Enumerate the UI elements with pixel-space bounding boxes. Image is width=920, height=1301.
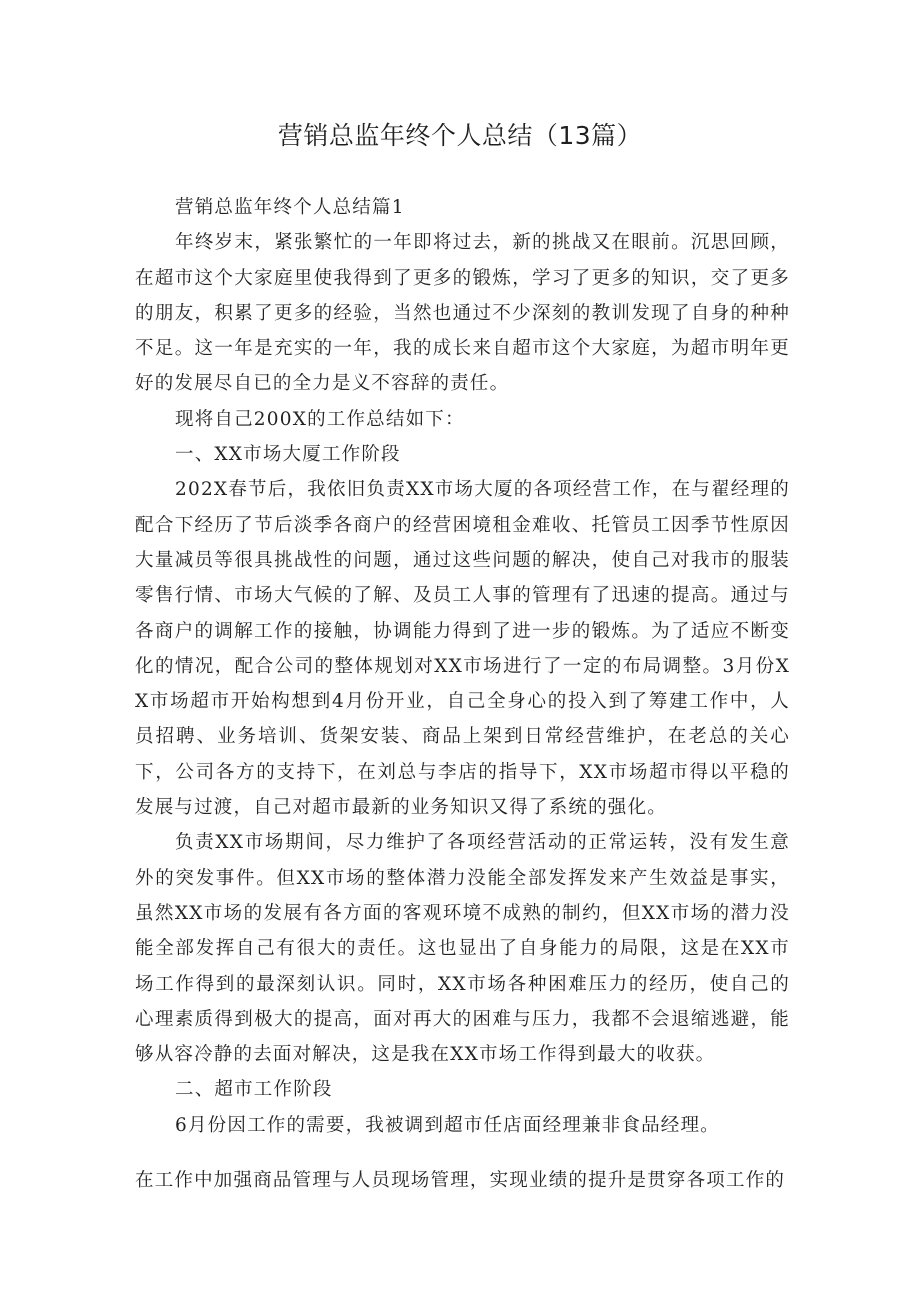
heading-market-building-stage: 一、XX市场大厦工作阶段 xyxy=(175,444,401,466)
paragraph-market-reflection: 负责XX市场期间，尽力维护了各项经营活动的正常运转，没有发生意外的突发事件。但XX市场的整体潜力没能全部发挥发来产生效益是事实，虽然XX市场的发展有各方面的客观环境不成熟的制约，但XX市场的潜力没能全部发挥自己有很大的责任。这也显出了自身能力的局限，这是在XX市场工作得到的最深刻认识。同时，XX市场各种困难压力的经历，使自己的心理素质得到极大的提高，面对再大的困难与压力，我都不会退缩逃避，能够从容冷静的去面对解决，这是我在XX市场工作得到最大的收获。 xyxy=(135,832,790,1066)
paragraph-transfer: 6月份因工作的需要，我被调到超市任店面经理兼非食品经理。 xyxy=(175,1114,720,1136)
paragraph-supermarket-work: 在工作中加强商品管理与人员现场管理，实现业绩的提升是贯穿各项工作的 xyxy=(135,1170,786,1192)
document-title: 营销总监年终个人总结（13篇） xyxy=(277,121,643,150)
paragraph-summary-lead: 现将自己200X的工作总结如下： xyxy=(175,408,465,430)
section-title: 营销总监年终个人总结篇1 xyxy=(175,197,405,218)
paragraph-gap xyxy=(135,1143,790,1163)
document-body xyxy=(135,190,790,1198)
paragraph-market-building-work: 202X春节后，我依旧负责XX市场大厦的各项经营工作，在与翟经理的配合下经历了节后淡季各商户的经营困境租金难收、托管员工因季节性原因大量减员等很具挑战性的问题，通过这些问题的解决，使自己对我市的服装零售行情、市场大气候的了解、及员工人事的管理有了迅速的提高。通过与各商户的调解工作的接触，协调能力得到了进一步的锻炼。为了适应不断变化的情况，配合公司的整体规划对XX市场进行了一定的布局调整。3月份XX市场超市开始构想到4月份开业，自己全身心的投入到了筹建工作中，人员招聘、业务培训、货架安装、商品上架到日常经营维护，在老总的关心下，公司各方的支持下，在刘总与李店的指导下，XX市场超市得以平稳的发展与过渡，自己对超市最新的业务知识又得了系统的强化。 xyxy=(135,479,790,819)
heading-supermarket-stage: 二、超市工作阶段 xyxy=(175,1079,333,1101)
paragraph-intro: 年终岁末，紧张繁忙的一年即将过去，新的挑战又在眼前。沉思回顾，在超市这个大家庭里使我得到了更多的锻炼，学习了更多的知识，交了更多的朋友，积累了更多的经验，当然也通过不少深刻的教训发现了自身的种种不足。这一年是充实的一年，我的成长来自超市这个大家庭，为超市明年更好的发展尽自已的全力是义不容辞的责任。 xyxy=(135,232,790,395)
